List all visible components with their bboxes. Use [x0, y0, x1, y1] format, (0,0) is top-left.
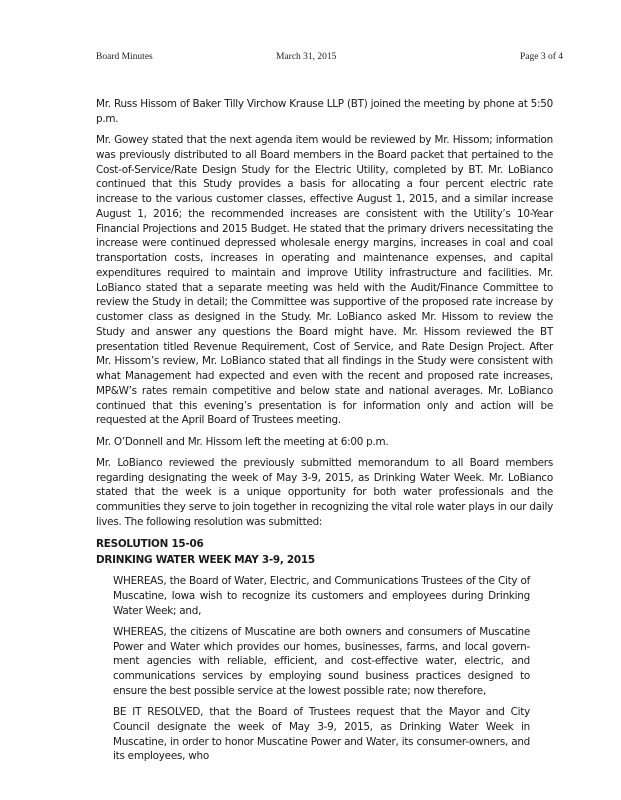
- header-page-number: Page 3 of 4: [519, 52, 563, 62]
- paragraph-left-meeting: Mr. O’Donnell and Mr. Hissom left the meeting at 6:00 p.m.: [96, 435, 389, 448]
- resolution-clause: BE IT RESOLVED, that the Board of Trustees request that the Mayor and City Council designate the week of May 3-9, 2015, as Drinking Water Week in Muscatine, in order to honor Muscatine Power and Water, its consumer-owners, and its employees, who: [113, 706, 530, 763]
- minutes-body: [96, 97, 553, 771]
- paragraph-hissom-joined: Mr. Russ Hissom of Baker Tilly Virchow Krause LLP (BT) joined the meeting by phone at 5:50 p.m.: [96, 98, 553, 125]
- resolution-title: DRINKING WATER WEEK MAY 3-9, 2015: [96, 554, 315, 566]
- paragraph-drinking-water-week: Mr. LoBianco reviewed the previously submitted memorandum to all Board members regarding designating the week of May 3-9, 2015, as Drinking Water Week. Mr. LoBianco stated that the week is a unique opportunity for both water professionals and the communities they serve to join together in recognizing the vital role water plays in our daily lives. The following resolution was submitted:: [96, 456, 553, 528]
- header-date: March 31, 2015: [276, 52, 337, 62]
- header-document-title: Board Minutes: [96, 52, 153, 62]
- page-header: [96, 52, 563, 66]
- resolution-clause: WHEREAS, the citizens of Muscatine are both owners and consumers of Muscatine Power and Water which provides our homes, businesses, farms, and local govern-ment agencies with reliable, efficient, and cost-effective water, electric, and communications services by employing sound business practices designed to ensure the best possible service at the lowest possible rate; now therefore,: [113, 625, 530, 697]
- resolution-number: RESOLUTION 15-06: [96, 538, 204, 550]
- paragraph-rate-study: Mr. Gowey stated that the next agenda item would be reviewed by Mr. Hissom; information was previously distributed to all Board members in the Board packet that pertained to the Cost-of-Service/Rate Design Study for the Electric Utility, completed by BT. Mr. LoBianco continued that this Study provides a basis for allocating a four percent electric rate increase to the various customer classes, effective August 1, 2015, and a similar increase August 1, 2016; the recommended increases are consistent with the Utility’s 10-Year Financial Projections and 2015 Budget. He stated that the primary drivers necessitating the increase were continued depressed wholesale energy margins, increases in coal and coal transportation costs, increases in operating and maintenance expenses, and capital expenditures required to maintain and improve Utility infrastructure and facilities. Mr. LoBianco stated that a separate meeting was held with the Audit/Finance Committee to review the Study in detail; the Committee was supportive of the proposed rate increase by customer class as designed in the Study. Mr. LoBianco asked Mr. Hissom to review the Study and answer any questions the Board might have. Mr. Hissom reviewed the BT presentation titled Revenue Requirement, Cost of Service, and Rate Design Project. After Mr. Hissom’s review, Mr. LoBianco stated that all findings in the Study were consistent with what Management had expected and even with the recent and proposed rate increases, MP&W’s rates remain competitive and below state and national averages. Mr. LoBianco continued that this evening’s presentation is for information only and action will be requested at the April Board of Trustees meeting.: [96, 134, 553, 427]
- resolution-block: [96, 536, 553, 764]
- resolution-clause: WHEREAS, the Board of Water, Electric, and Communications Trustees of the City of Muscatine, Iowa wish to recognize its customers and employees during Drinking Water Week; and,: [113, 575, 530, 617]
